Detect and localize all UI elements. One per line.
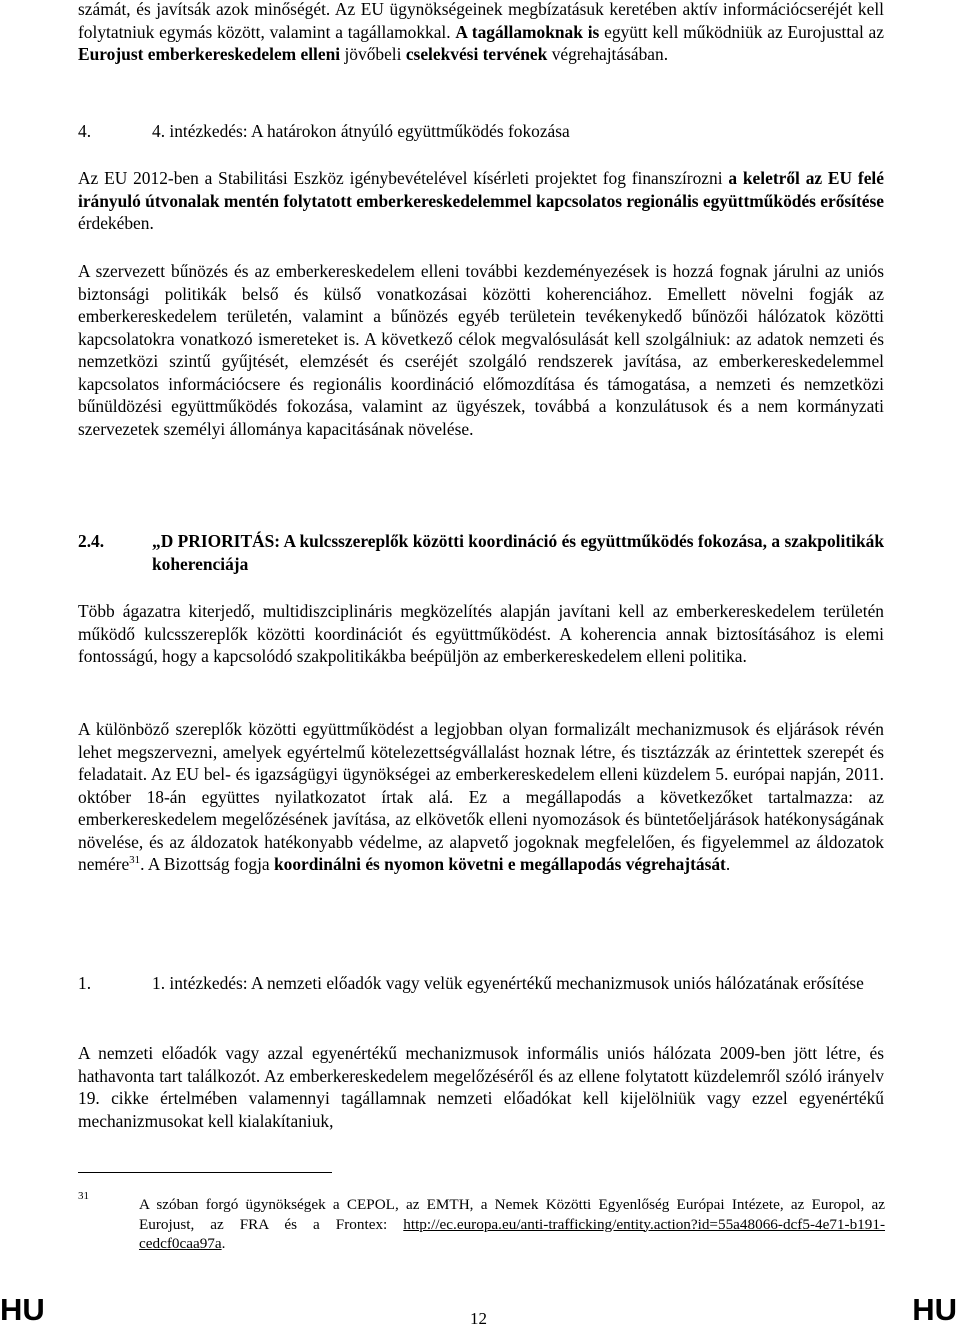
footnote-text [139,1195,885,1254]
language-code-right: HU [912,1292,957,1327]
measure-4-number: 4. [78,121,92,141]
text: . [725,854,731,874]
text: A különböző szereplők közötti együttműködést a legjobban olyan formalizált mechanizmusok és eljárások révén lehet megszervezni, amelyek egyértelmű kötelezettségvállalást hoznak létre, és tisztázzák az érintettek szerepét és feladatait. Az EU bel- és igazságügyi ügynökségei az emberkereskedelem elleni küzdelem 5. európai napján, 2011. október 18-án együttes nyilatkozatot írtak alá. Ez a megállapodás a következőket tartalmazza: az emberkereskedelem megelőzésének javítása, az elkövetők elleni nyomozások és büntetőeljárások hatékonyságának növelése, és az áldozatok hatékonyabb védelme, az alapvető jogoknak megfelelően, és figyelemmel az áldozatok nemére [78,719,884,874]
text: A szóban forgó ügynökségek a CEPOL, az EMTH, a Nemek Közötti Egyenlőség Európai Intézete, az Europol, az Eurojust, az FRA és a Frontex: [139,1196,885,1233]
text: számát, és javítsák azok minőségét. Az EU ügynökségeinek megbízatásuk keretében aktív információcseréjét kell folytatniuk egymás között, valamint a tagállamokkal. [78,0,884,42]
section-title: „D PRIORITÁS: A kulcsszereplők közötti koordináció és együttműködés fokozása, a szakpolitikák koherenciája [152,531,884,574]
text: együtt kell működniük az Eurojusttal az [604,21,884,42]
text: . [221,1235,226,1252]
section-number: 2.4. [78,531,105,551]
text: jövőbeli [344,44,402,64]
bold-text: koordinálni és nyomon követni e megállapodás végrehajtását [273,854,726,874]
bold-text: Eurojust emberkereskedelem elleni [78,44,341,64]
paragraph-organised-crime: A szervezett bűnözés és az emberkereskedelem elleni további kezdeményezések is hozzá fognak járulni az uniós biztonsági politikák belső és külső vonatkozásai közötti koherenciához. Emellett növelni fogják az emberkereskedelem területén, valamint a bűnözés egyéb területein tevékenykedő bűnözői hálózatok közötti kapcsolatokra vonatkozó ismereteket is. A következő célok megvalósulását kell szolgálniuk: az adatok nemzeti és nemzetközi szintű gyűjtését, elemzését és cseréjét szolgáló rendszerek javítása, az emberkereskedelemmel kapcsolatos információcsere és regionális koordináció előmozdítása és támogatása, a nemzeti és nemzetközi bűnüldözési együttműködés fokozása, valamint az ügyészek, továbbá a konzulátusok és a nem kormányzati szervezetek személyi állománya kapacitásának növelése. [78,261,884,439]
paragraph-stability-instrument [78,167,884,235]
bold-text: cselekvési tervének [405,44,548,64]
measure-1-title: 1. intézkedés: A nemzeti előadók vagy velük egyenértékű mechanizmusok uniós hálózatának erősítése [152,973,864,993]
footnote-reference[interactable]: 31 [129,854,141,866]
paragraph-national-rapporteurs: A nemzeti előadók vagy azzal egyenértékű mechanizmusok informális uniós hálózata 2009-ben jött létre, és hathavonta tart találkozót. Az emberkereskedelem megelőzéséről és az ellene folytatott küzdelemről szóló irányelv 19. cikke értelmében valamennyi tagállamnak nemzeti előadókat kell kijelölniük vagy ezzel egyenértékű mechanizmusokat kell kialakítaniuk, [78,1043,884,1131]
paragraph-joint-statement [78,718,884,876]
measure-1-number: 1. [78,973,92,993]
footnote-number: 31 [78,1190,89,1202]
paragraph-agencies [78,0,884,66]
language-code-left: HU [0,1292,45,1327]
text: végrehajtásában. [551,44,669,64]
paragraph-coordination: Több ágazatra kiterjedő, multidiszciplináris megközelítés alapján javítani kell az emberkereskedelem területén működő kulcsszereplők közötti koordinációt és együttműködést. A koherencia annak biztosításához is elemi fontosságú, hogy a kapcsolódó szakpolitikákba beépüljön az emberkereskedelem elleni politika. [78,601,884,666]
footnote-link[interactable]: http://ec.europa.eu/anti-trafficking/entity.action?id=55a48066-dcf5-4e71-b191-cedcf0caa97a [139,1215,886,1252]
footnote-divider [78,1172,332,1173]
page-number: 12 [470,1309,487,1328]
bold-text: A tagállamoknak is [455,21,600,42]
text: érdekében. [78,213,154,233]
text: . A Bizottság fogja [140,854,270,874]
text: Az EU 2012-ben a Stabilitási Eszköz igénybevételével kísérleti projektet fog finanszírozni [78,168,723,188]
measure-4-title: 4. intézkedés: A határokon átnyúló együttműködés fokozása [152,121,570,141]
bold-text: a keletről az EU felé irányuló útvonalak mentén folytatott emberkereskedelemmel kapcsolatos regionális együttműködés erősítése [78,168,885,211]
